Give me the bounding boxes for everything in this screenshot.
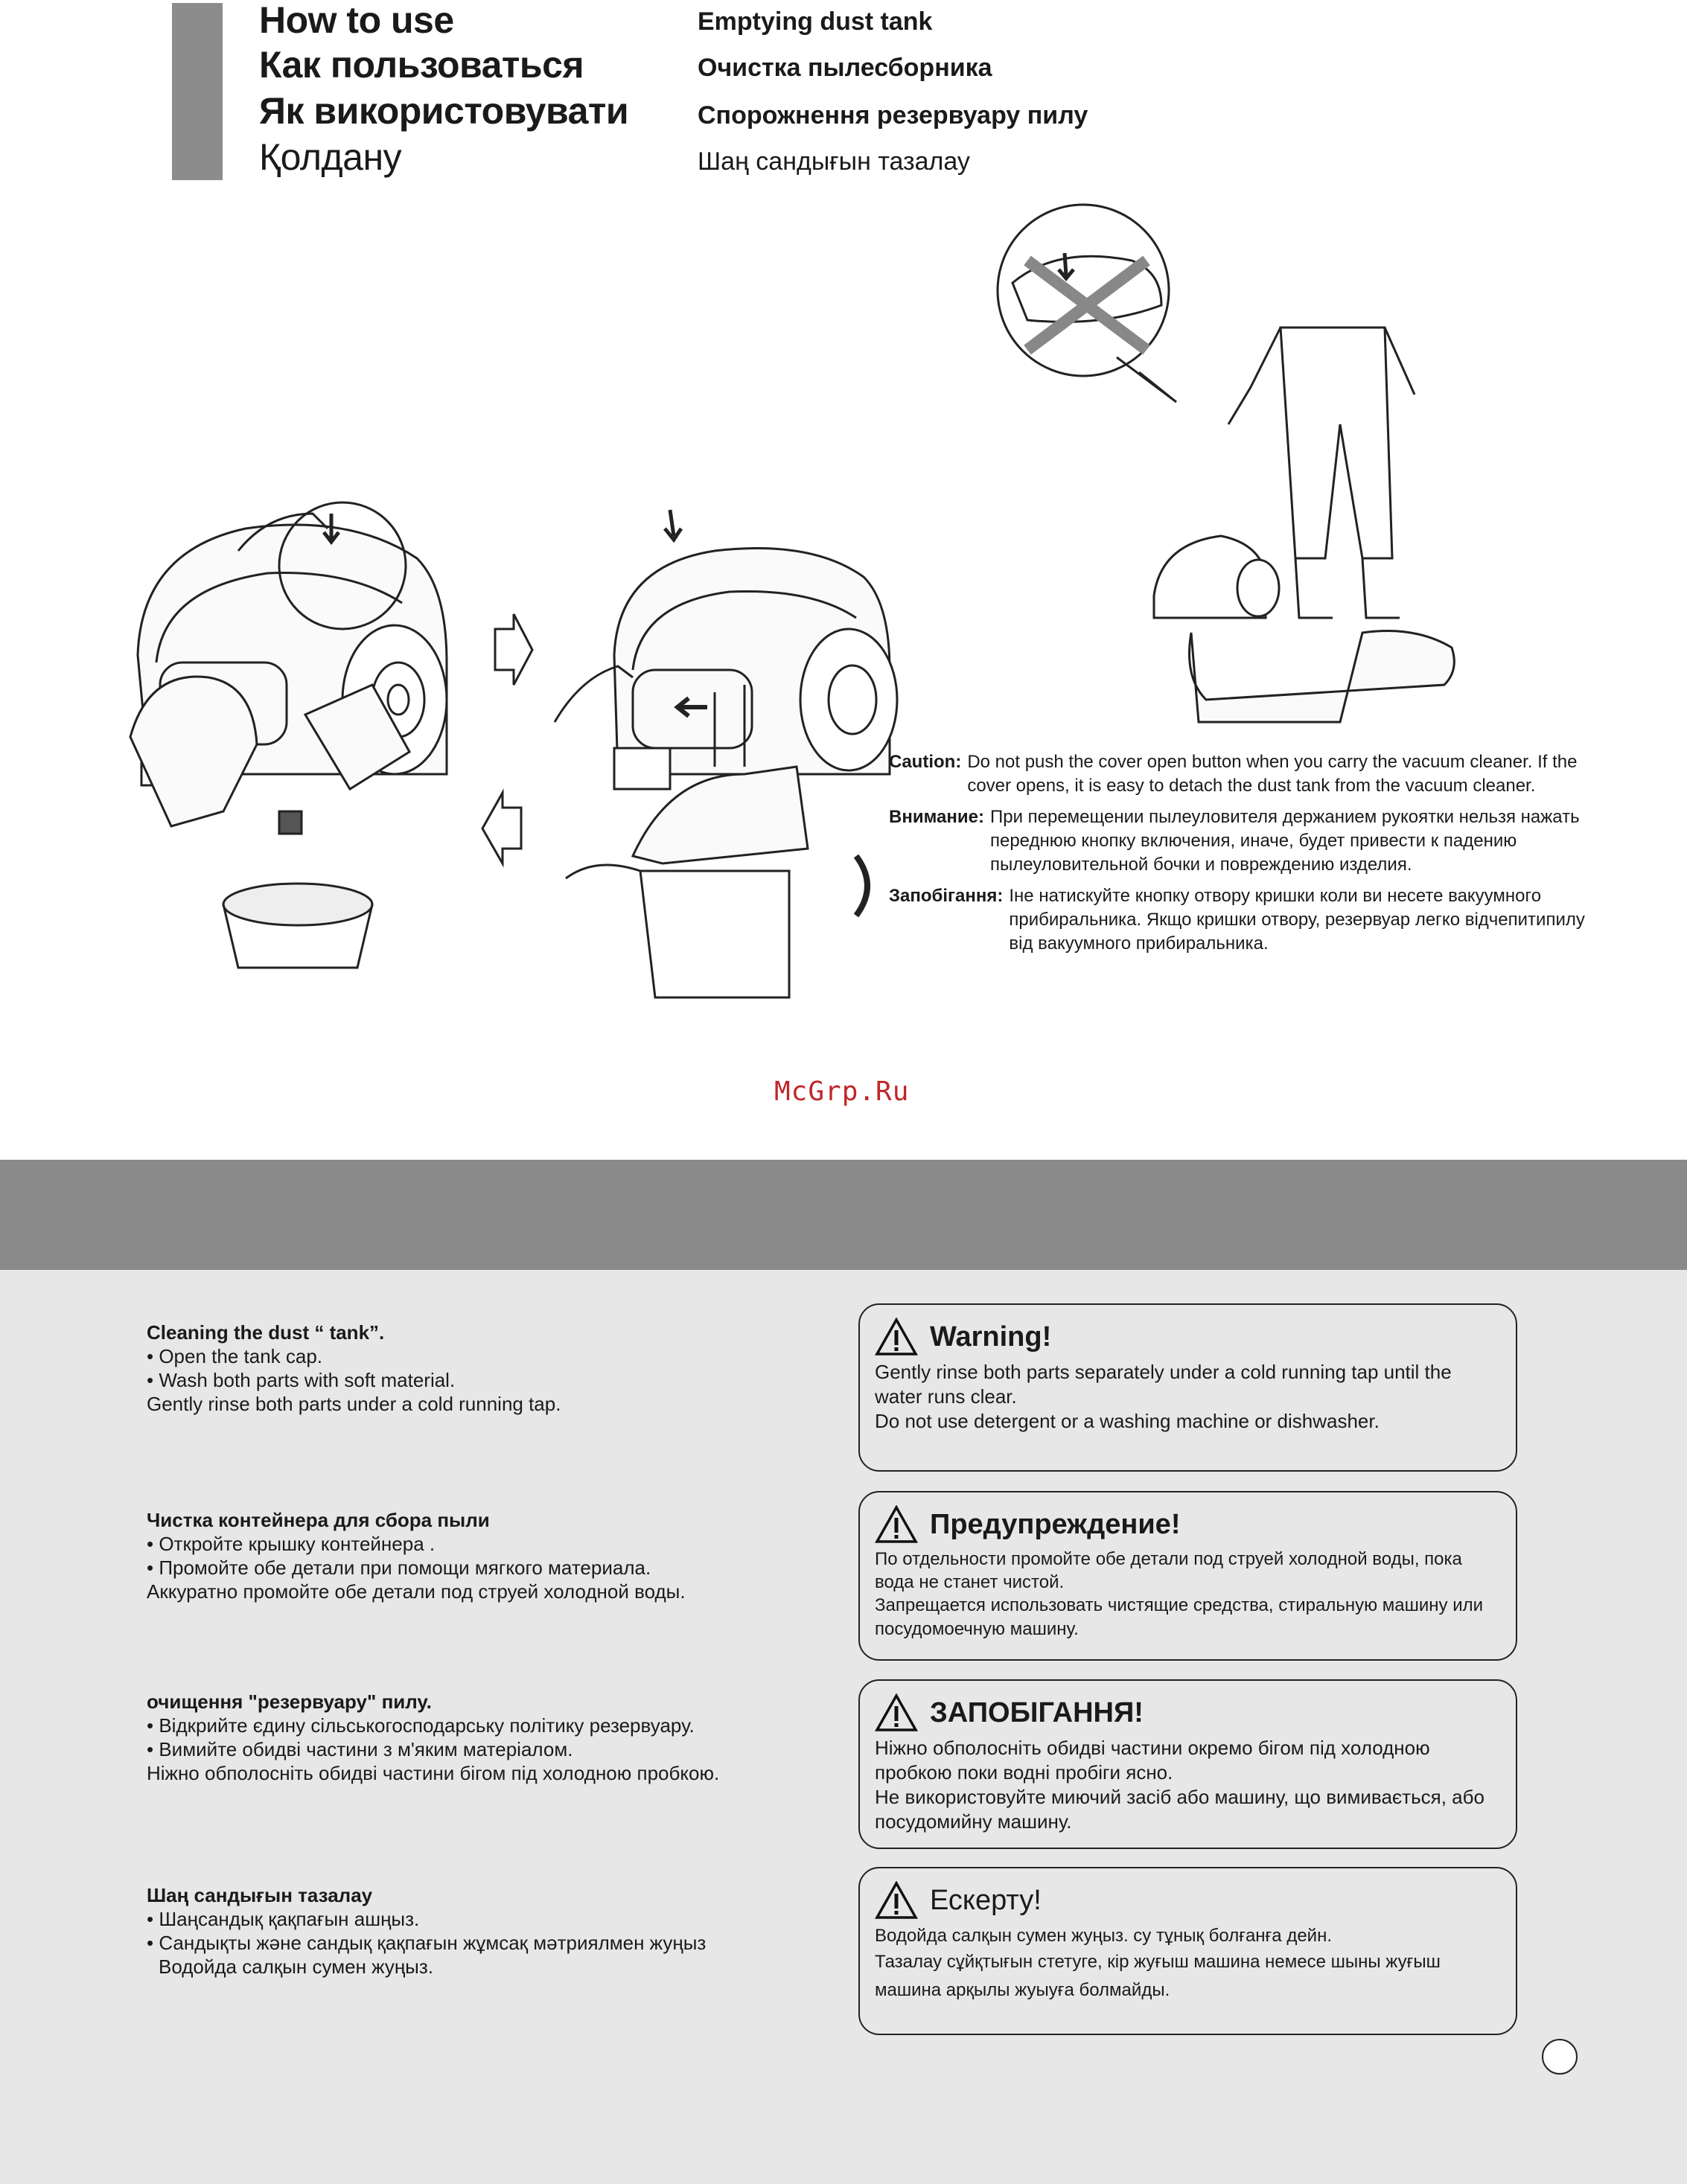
subtitle-ru: Очистка пылесборника xyxy=(698,54,992,82)
section-heading: очищення "резервуару" пилу. xyxy=(147,1690,432,1713)
warning-title: Предупреждение! xyxy=(930,1508,1181,1540)
warning-box-kk xyxy=(858,1867,1517,2035)
title-ru: Как пользоваться xyxy=(259,44,584,86)
caution-text: Іне натискуйте кнопку отвору кришки коли ви несете вакуумного прибиральника. Якщо кришки отвору, резервуар легко відчепитипилу від вакуумного прибиральника. xyxy=(1009,886,1585,954)
warning-header xyxy=(875,1314,1502,1360)
section-line: Gently rinse both parts under a cold running tap. xyxy=(147,1393,561,1415)
section-heading: Cleaning the dust “ tank”. xyxy=(147,1321,385,1344)
warning-text: Ніжно обполосніть обидві частини окремо бігом під холодною пробкою поки водні пробіги ясно. xyxy=(875,1737,1430,1784)
page-number-circle xyxy=(1542,2039,1578,2075)
title-en: How to use xyxy=(259,0,454,41)
warning-bold-text: Не використовуйте миючий засіб або машину, що вимивається, або посудомийну машину. xyxy=(875,1786,1485,1833)
warning-box-en xyxy=(858,1303,1517,1472)
header-side-bar xyxy=(172,3,223,180)
arrow-left-icon xyxy=(482,793,521,863)
warning-triangle-icon xyxy=(875,1693,918,1732)
watermark[interactable]: McGrp.Ru xyxy=(774,1076,910,1107)
caution-row-en xyxy=(889,750,1604,798)
warning-triangle-icon xyxy=(875,1505,918,1544)
caution-row-uk xyxy=(889,884,1604,956)
section-line: Водойда салқын сумен жуңыз. xyxy=(159,1955,434,1978)
section-heading: Чистка контейнера для сбора пыли xyxy=(147,1509,490,1531)
grey-band xyxy=(0,1160,1687,1270)
caution-text: Do not push the cover open button when you carry the vacuum cleaner. If the cover opens, it is easy to detach the dust tank from the vacuum cleaner. xyxy=(967,752,1578,796)
section-line: • Сандықты және сандық қақпағын жұмсақ мәтриялмен жуңыз xyxy=(147,1932,707,1954)
warning-header xyxy=(875,1877,1502,1923)
no-push-callout xyxy=(998,205,1176,402)
warning-title: ЗАПОБІГАННЯ! xyxy=(930,1696,1144,1728)
cleaning-section-en xyxy=(147,1321,787,1416)
warning-title: Warning! xyxy=(930,1321,1052,1353)
caution-label: Внимание: xyxy=(889,807,984,827)
warning-bold-text: Do not use detergent or a washing machine or dishwasher. xyxy=(875,1410,1380,1432)
cleaning-section-ru xyxy=(147,1508,787,1603)
warning-bold-text: Тазалау сұйқтығын стетуге, кір жуғыш машина немесе шыны жуғыш машина арқылы жуыуға болмайды. xyxy=(875,1952,1441,2000)
warning-triangle-icon xyxy=(875,1881,918,1920)
warning-text: Водойда салқын сумен жуңыз. су тұнық болғанға дейн. xyxy=(875,1926,1333,1946)
warning-text: По отдельности промойте обе детали под струей холодной воды, пока вода не станет чистой. xyxy=(875,1549,1462,1592)
arrow-right-icon xyxy=(495,614,532,685)
warning-bold-text: Запрещается использовать чистящие средства, стиральную машину или посудомоечную машину. xyxy=(875,1595,1484,1639)
title-kk: Қолдану xyxy=(259,136,402,178)
warning-header xyxy=(875,1501,1502,1548)
subtitle-uk: Спорожнення резервуару пилу xyxy=(698,101,1088,130)
section-line: • Откройте крышку контейнера . xyxy=(147,1533,436,1555)
subtitle-kk: Шаң сандығын тазалау xyxy=(698,147,970,176)
vacuum-illustration-2 xyxy=(555,510,897,789)
caution-block xyxy=(889,750,1604,963)
warning-text: Gently rinse both parts separately under a cold running tap until the water runs clear. xyxy=(875,1361,1452,1408)
caution-row-ru xyxy=(889,805,1604,877)
cleaning-section-uk xyxy=(147,1690,787,1785)
section-line: • Шаңсандық қақпағын ашңыз. xyxy=(147,1908,420,1930)
title-uk: Як використовувати xyxy=(259,90,629,132)
section-line: • Вимийте обидві частини з м'яким матеріалом. xyxy=(147,1738,573,1760)
section-line: • Wash both parts with soft material. xyxy=(147,1369,456,1391)
warning-box-uk xyxy=(858,1679,1517,1849)
warning-box-ru xyxy=(858,1491,1517,1661)
warning-triangle-icon xyxy=(875,1318,918,1356)
caution-text: При перемещении пылеуловителя держанием рукоятки нельзя нажать переднюю кнопку включения, иначе, будет привести к падению пылеуловительной бочки и повреждению изделия. xyxy=(989,807,1580,875)
warning-header xyxy=(875,1690,1502,1736)
section-heading: Шаң сандығын тазалау xyxy=(147,1884,373,1906)
caution-label: Caution: xyxy=(889,752,962,772)
subtitle-en: Emptying dust tank xyxy=(698,7,933,36)
section-line: • Промойте обе детали при помощи мягкого материала. xyxy=(147,1556,651,1579)
warning-title: Ескерту! xyxy=(930,1884,1042,1916)
section-line: • Open the tank cap. xyxy=(147,1345,323,1367)
section-line: • Відкрийте єдину сільськогосподарську політику резервуару. xyxy=(147,1714,695,1737)
section-line: Ніжно обполосніть обидві частини бігом під холодною пробкою. xyxy=(147,1762,720,1784)
section-line: Аккуратно промойте обе детали под струей холодной воды. xyxy=(147,1580,686,1603)
cleaning-section-kk xyxy=(147,1883,787,1979)
caution-label: Запобігання: xyxy=(889,886,1004,906)
person-carrying-illustration xyxy=(1154,328,1454,722)
